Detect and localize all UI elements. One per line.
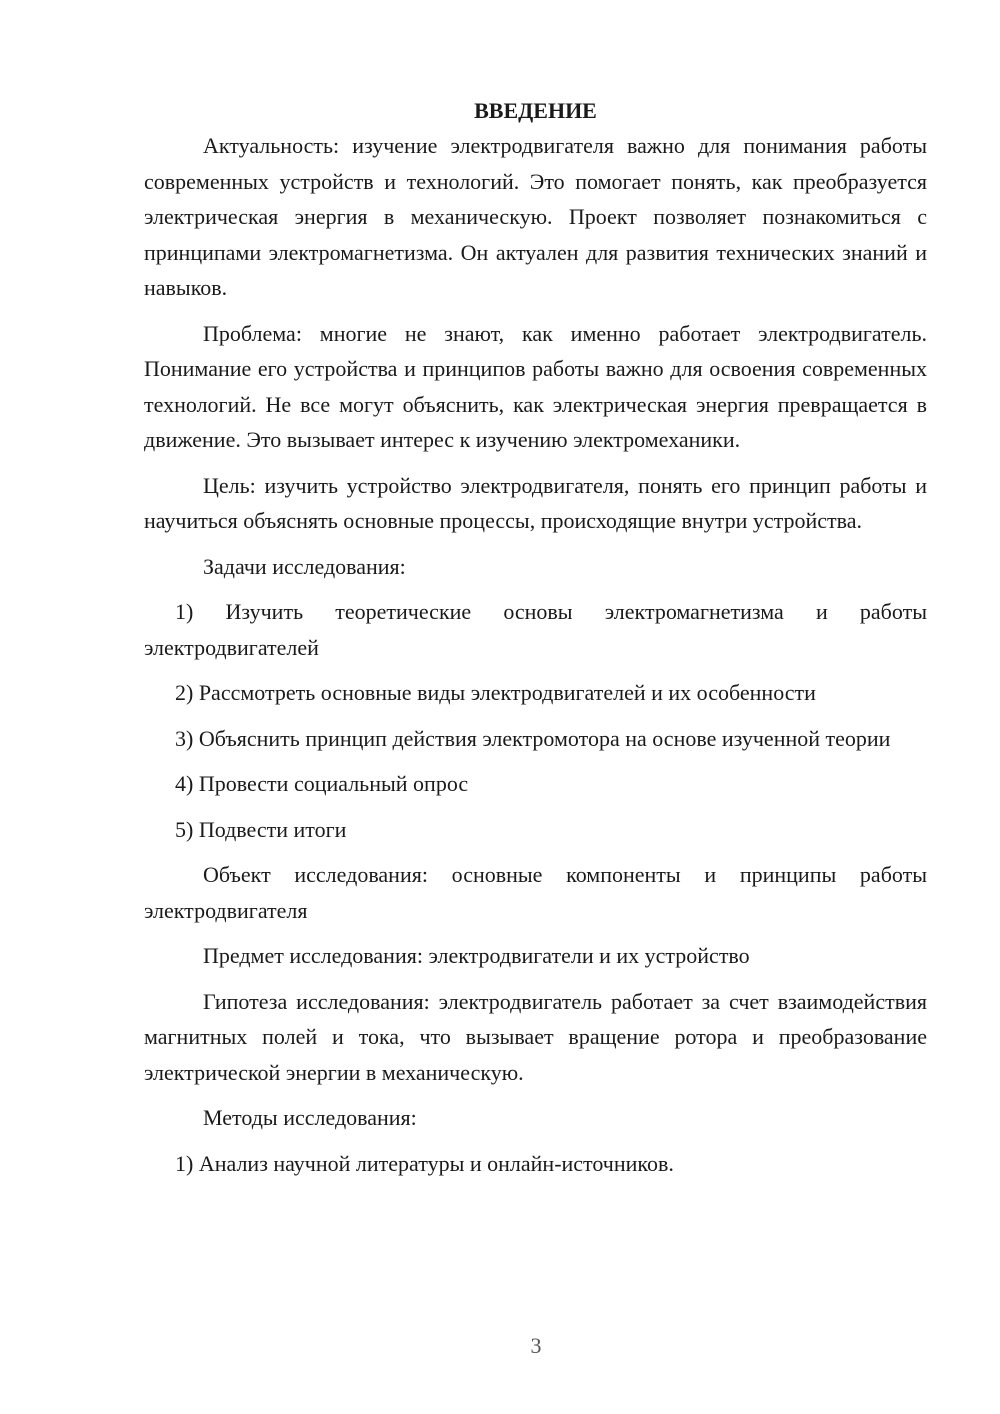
- paragraph-tasks-heading: Задачи исследования:: [203, 553, 406, 579]
- method-item-1: 1) Анализ научной литературы и онлайн-источников.: [175, 1150, 674, 1176]
- task-item-5: 5) Подвести итоги: [175, 816, 347, 842]
- paragraph-object: Объект исследования: основные компоненты и принципы работы электродвигателя: [144, 862, 927, 923]
- task-item-2: 2) Рассмотреть основные виды электродвигателей и их особенности: [175, 680, 816, 705]
- paragraph-goal: Цель: изучить устройство электродвигателя, понять его принцип работы и научиться объяснять основные процессы, происходящие внутри устройства.: [144, 472, 927, 533]
- section-heading: ВВЕДЕНИЕ: [474, 98, 597, 123]
- paragraph-problem: Проблема: многие не знают, как именно работает электродвигатель. Понимание его устройства и принципов работы важно для освоения современных технологий. Не все могут объяснить, как электрическая энергия превращается в движение. Это вызывает интерес к изучению электромеханики.: [144, 320, 927, 452]
- page-number: 3: [530, 1333, 542, 1358]
- task-item-3: 3) Объяснить принцип действия электромотора на основе изученной теории: [175, 725, 891, 751]
- paragraph-methods-heading: Методы исследования:: [203, 1105, 417, 1130]
- task-item-4: 4) Провести социальный опрос: [175, 771, 469, 796]
- paragraph-subject: Предмет исследования: электродвигатели и их устройство: [203, 943, 750, 968]
- task-item-1: 1) Изучить теоретические основы электромагнетизма и работы электродвигателей: [144, 599, 927, 660]
- page-content: [144, 93, 927, 1191]
- paragraph-relevance: Актуальность: изучение электродвигателя важно для понимания работы современных устройств и технологий. Это помогает понять, как преобразуется электрическая энергия в механическую. Проект позволяет познакомиться с принципами электромагнетизма. Он актуален для развития технических знаний и навыков.: [144, 133, 927, 300]
- paragraph-hypothesis: Гипотеза исследования: электродвигатель работает за счет взаимодействия магнитных полей и тока, что вызывает вращение ротора и преобразование электрической энергии в механическую.: [144, 988, 927, 1085]
